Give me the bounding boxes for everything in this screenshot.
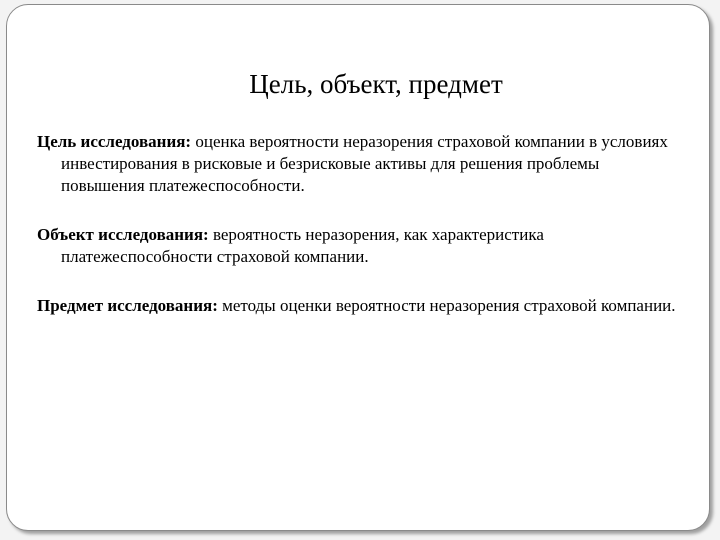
goal-text: оценка вероятности неразорения страховой компании в условиях инвестирования в рисковые и безрисковые активы для решения проблемы повышения платежеспособности. <box>61 132 668 195</box>
slide <box>6 4 710 531</box>
object-text: вероятность неразорения, как характеристика платежеспособности страховой компании. <box>61 225 544 266</box>
object-paragraph <box>37 224 677 268</box>
object-term: Объект исследования: <box>37 225 209 244</box>
slide-content <box>37 131 677 344</box>
goal-paragraph <box>37 131 677 197</box>
goal-term: Цель исследования: <box>37 132 192 151</box>
subject-paragraph <box>37 295 677 317</box>
subject-text: методы оценки вероятности неразорения страховой компании. <box>222 296 676 315</box>
subject-term: Предмет исследования: <box>37 296 218 315</box>
slide-title: Цель, объект, предмет <box>249 69 503 99</box>
